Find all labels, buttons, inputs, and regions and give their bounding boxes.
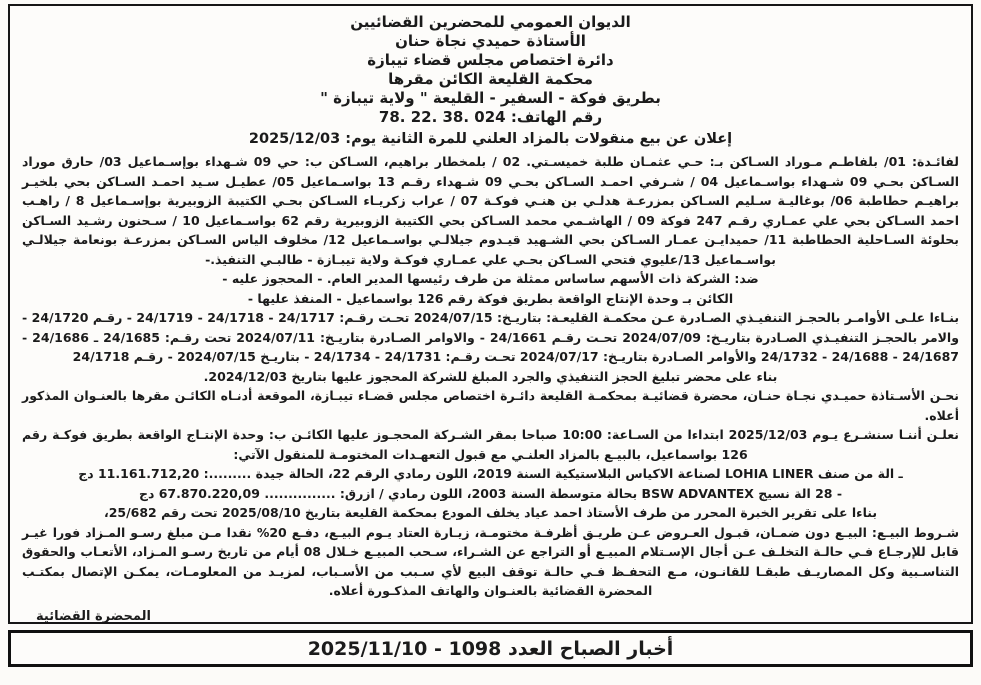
- sale-conditions-paragraph: شـروط البيـع: البيـع دون ضمـان، قبـول العـروض عـن طريـق أظرفـة مختومـة، زيـارة العتاد يـوم البيـع، دفـع 20% نقدا مـن مبلغ رسـو المـزاد فورا غيـر قابل للإرجـاع فـي حالـة التخلـف عـن أجال الإسـتلام المبيـع أو التراجع عن الشـراء، سـحب المبيـع خـلال 08 أيام من تاريخ رسـو المـزاد، الأتعـاب والحقوق التناسـبية وكل المصاريـف طبقـا للقانـون، مـع التحفـظ فـي حالـة توقف البيع لأي سـبب من الأسـباب، لمزيـد من المعلومـات، يمكـن الإتصال بمكتـب المحضرة القضائية بالعنـوان والهاتف المذكـورة أعلاه.: [22, 524, 959, 598]
- header-court: محكمة القليعة الكائن مقرها: [388, 70, 593, 88]
- defendant-location-line: الكائن بـ وحدة الإنتاج الواقعة بطريق فوكة رقم 126 بواسماعيل - المنفذ عليها -: [247, 290, 734, 306]
- bailiff-declaration-paragraph: نحـن الأسـتاذة حميـدي نجـاة حنـان، محضرة قضائيـة بمحكمـة القليعة دائـرة اختصاص مجلس قضـاء تيبـازة، الموقعة أدنـاه الكائـن مقرها بالعنـوان المذكور أعلاه.: [22, 388, 959, 423]
- defendant-line: ضد: الشركة ذات الأسهم ساساس ممثلة من طرف رئيسها المدير العام. - المحجوز عليه -: [222, 271, 759, 286]
- header-office: الديوان العمومي للمحضرين القضائيين: [350, 13, 631, 31]
- notice-body: [22, 152, 959, 601]
- header-jurisdiction: دائرة اختصاص مجلس قضاء تيبازة: [367, 51, 614, 69]
- auction-item-1: ـ الة من صنف LOHIA LINER لصناعة الاكياس البلاستيكية السنة 2019، اللون رمادي الرقم 22، الحالة جيدة .........: 11.161.712,20 دج: [78, 466, 903, 481]
- header-address: بطريق فوكة - السفير - القليعة " ولاية تيبازة ": [320, 89, 661, 107]
- auction-item-2: - 28 الة نسيج BSW ADVANTEX بحالة متوسطة السنة 2003، اللون رمادي / ازرق: ............... 67.870.220,09 دج: [138, 485, 843, 501]
- document-header: [22, 13, 959, 149]
- phone-number: 78. 22. 38. 024: [378, 108, 506, 126]
- phone-label: رقم الهاتف:: [510, 108, 603, 126]
- bailiff-signature: المحضرة القضائية: [36, 608, 151, 624]
- newspaper-footer: [8, 630, 973, 667]
- expertise-report-line: بناءا على تقرير الخبرة المحرر من طرف الأستاذ احمد عياد يخلف المودع بمحكمة القليعة بتاريخ 2025/08/10 تحت رقم 25/682،: [103, 505, 878, 520]
- notice-title: إعلان عن بيع منقولات بالمزاد العلني للمرة الثانية يوم: 2025/12/03: [248, 131, 733, 147]
- notification-line: بناء على محضر تبليغ الحجز التنفيذي والجرد المبلغ للشركة المحجوز عليها بتاريخ 2024/12/03.: [203, 368, 778, 384]
- header-phone: [22, 108, 959, 127]
- notice-document: [8, 4, 973, 624]
- header-bailiff-name: الأستاذة حميدي نجاة حنان: [395, 32, 586, 50]
- seizure-orders-paragraph: بنـاءا علـى الأوامـر بالحجـز التنفيـذي الصـادرة عـن محكمـة القليعـة: بتاريـخ: 2024/07/15 تحـت رقـم: 24/1717 - 24/1718 - 24/1719 - رقـم 24/1720 - والامر بالحجـز التنفيـذي الصـادرة بتاريـخ: 2024/07/09 تحـت رقـم 24/1661 - والاوامر الصـادرة بتاريـخ: 2024/07/11 تحت رقـم: 24/1685 ـ 24/1686 - 24/1687 - 24/1688 - 24/1732 والأوامر الصـادرة بتاريـخ: 2024/07/17 تحـت رقـم: 24/1731 - 24/1734 - بتاريـخ 2024/07/15 - رقـم 24/1718: [22, 310, 960, 364]
- sale-announcement-paragraph: نعلـن أننـا سنشـرع يـوم 2025/12/03 ابتداءا من السـاعة: 10:00 صباحا بمقر الشـركة المحجـوز عليها الكائـن ب: وحدة الإنتـاج الواقعة بطريق فوكـة رقم 126 بواسماعيل، بالبيـع بالمزاد العلنـي مع قبول التعهـدات المختومـة للمنقول الآتي:: [22, 427, 959, 462]
- beneficiaries-paragraph: لفائـدة: 01/ بلفاطـم مـوراد السـاكن بـ: حـي عثمـان طلبة خميسـتي. 02 / بلمخطار براهيم، السـاكن ب: حي 09 شـهداء بوإسـماعيل 03/ حارق موراد السـاكن بحـي 09 شـهداء بواسـماعيل 04 / شـرفي احمـد السـاكن بحـي 09 شـهداء رقـم 13 بواسـماعيل 05/ عطيـل سـيد احمـد السـاكن بحي بلخيـر براهيـم حطاطبة 06/ بوغاليـة سـليم السـاكن بمزرعـة هدلـي بن هنـي فوكـة 07 / عراب زكريـاء السـاكن بحـي الكتيبة الزوبيرية بوإسـماعيل 8 / راهـب احمد السـاكن بحي علي عمـاري رقـم 247 فوكة 09 / الهاشـمي محمد السـاكن بحي الكتيبة الزوبيرية رقم 62 بواسـماعيل 10 / سـحنون رشـيد السـاكن بحلوئة السـاحلية الحطاطبة 11/ حميدايـن عمـار السـاكن بحي الشـهيد قيـدوم جيلالـي بواسـماعيل 12/ مخلوف الياس السـاكن بمزرعـة بونعامة جيلالـي بواسـماعيل 13/عليوي فتحي السـاكن بحـي علي عمـاري فوكـة ولاية تيبـازة - طالبـي التنفيذ.-: [22, 154, 959, 267]
- publication-line: أخبار الصباح العدد 1098 - 2025/11/10: [307, 637, 674, 660]
